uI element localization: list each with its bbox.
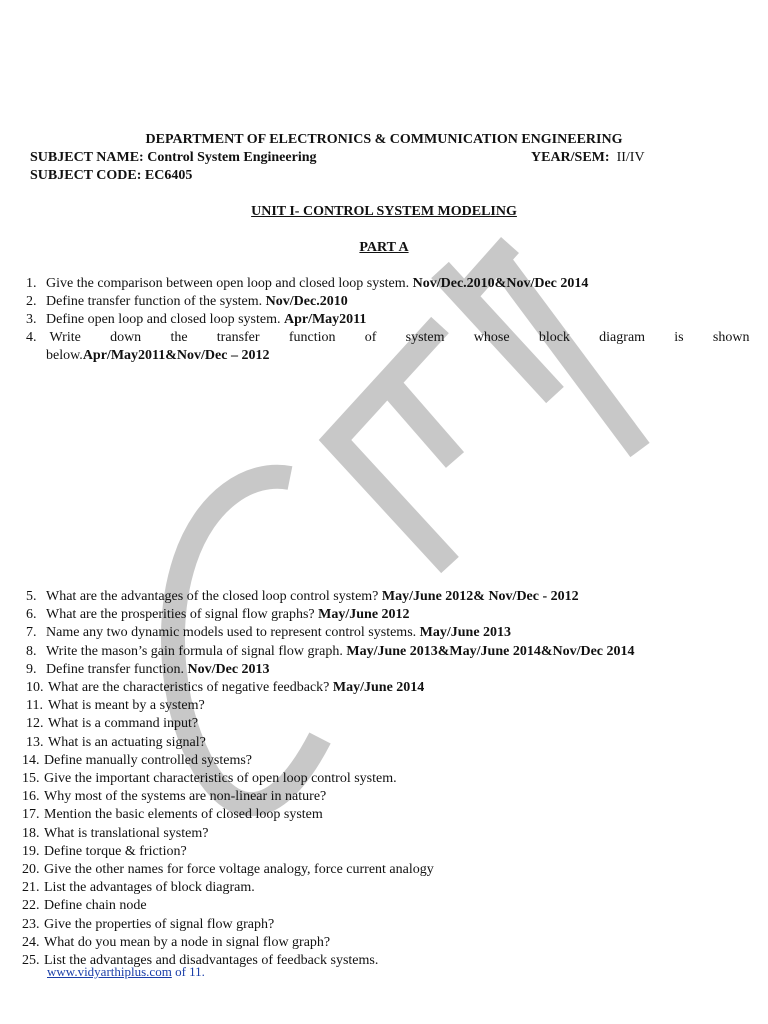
question-tag: May/June 2012 bbox=[318, 607, 410, 623]
question-number: 4. bbox=[26, 330, 37, 345]
question-number: 20. bbox=[22, 862, 40, 877]
question-text: What is a command input? bbox=[48, 716, 199, 732]
question-4-word: diagram bbox=[599, 330, 646, 345]
year-sem-label: YEAR/SEM: bbox=[531, 150, 610, 165]
question-text: What is translational system? bbox=[44, 825, 209, 841]
question-4-word: down bbox=[110, 330, 142, 345]
question-number: 9. bbox=[26, 661, 37, 677]
page-footer bbox=[47, 964, 205, 980]
question-item bbox=[22, 880, 255, 896]
question-number: 13. bbox=[26, 734, 44, 750]
question-text: List the advantages of block diagram. bbox=[44, 880, 255, 896]
question-4-word: the bbox=[170, 330, 188, 345]
question-number: 6. bbox=[26, 607, 37, 623]
question-text: Write the mason’s gain formula of signal flow graph. bbox=[46, 643, 343, 659]
question-tag: Nov/Dec 2013 bbox=[187, 661, 270, 677]
question-4-word: Write bbox=[49, 330, 81, 345]
question-item bbox=[26, 735, 206, 751]
question-number: 12. bbox=[26, 716, 44, 732]
question-number: 22. bbox=[22, 898, 40, 914]
part-title bbox=[0, 240, 768, 256]
question-item bbox=[26, 680, 424, 696]
question-4-word: of bbox=[364, 330, 377, 345]
question-4-line2 bbox=[46, 348, 269, 364]
question-text: Define torque & friction? bbox=[44, 843, 187, 859]
question-text: Give the other names for force voltage analogy, force current analogy bbox=[44, 862, 434, 877]
question-text: What are the characteristics of negative feedback? bbox=[48, 680, 330, 695]
question-item bbox=[22, 844, 187, 860]
question-text: Give the properties of signal flow graph? bbox=[44, 916, 275, 932]
question-item bbox=[22, 935, 330, 951]
question-4-word: shown bbox=[712, 330, 750, 345]
question-text: What is meant by a system? bbox=[48, 698, 205, 714]
question-item bbox=[26, 312, 366, 328]
question-text: Define open loop and closed loop system. bbox=[46, 312, 281, 327]
question-number: 3. bbox=[26, 312, 37, 327]
question-item bbox=[22, 807, 323, 823]
question-number: 5. bbox=[26, 589, 37, 604]
question-item bbox=[26, 698, 205, 714]
question-text: What are the prosperities of signal flow graphs? bbox=[46, 607, 315, 623]
unit-title-text: UNIT I- CONTROL SYSTEM MODELING bbox=[251, 204, 517, 219]
question-tag: May/June 2013&May/June 2014&Nov/Dec 2014 bbox=[346, 643, 635, 659]
question-item bbox=[22, 862, 434, 878]
footer-link[interactable]: www.vidyarthiplus.com bbox=[47, 964, 172, 979]
question-number: 17. bbox=[22, 807, 40, 823]
question-4-word: whose bbox=[473, 330, 510, 345]
question-item bbox=[26, 644, 635, 660]
question-number: 14. bbox=[22, 752, 40, 768]
question-item bbox=[26, 294, 348, 310]
subject-code: SUBJECT CODE: EC6405 bbox=[30, 168, 193, 183]
question-4-word: system bbox=[405, 330, 445, 345]
question-number: 2. bbox=[26, 294, 37, 309]
subject-name: SUBJECT NAME: Control System Engineering bbox=[30, 150, 317, 165]
question-item bbox=[22, 771, 397, 787]
question-item bbox=[22, 917, 274, 933]
question-text: Give the important characteristics of open loop control system. bbox=[44, 771, 397, 786]
question-number: 24. bbox=[22, 934, 40, 950]
question-number: 19. bbox=[22, 843, 40, 859]
question-number: 16. bbox=[22, 789, 40, 805]
question-text: Define manually controlled systems? bbox=[44, 752, 252, 768]
question-item bbox=[26, 662, 270, 678]
question-number: 15. bbox=[22, 771, 40, 786]
question-text: Give the comparison between open loop and closed loop system. bbox=[46, 276, 410, 291]
question-item bbox=[22, 789, 326, 805]
question-item bbox=[26, 589, 579, 605]
question-item bbox=[26, 276, 588, 292]
question-4-word: is bbox=[674, 330, 684, 345]
question-4-word: function bbox=[288, 330, 336, 345]
year-sem-value: II/IV bbox=[616, 150, 645, 165]
year-sem bbox=[531, 150, 645, 166]
department-title: DEPARTMENT OF ELECTRONICS & COMMUNICATION ENGINEERING bbox=[145, 132, 623, 147]
question-number: 8. bbox=[26, 643, 37, 659]
question-item bbox=[22, 898, 147, 914]
question-text: What do you mean by a node in signal flow graph? bbox=[44, 934, 331, 950]
question-number: 23. bbox=[22, 916, 40, 932]
question-4 bbox=[26, 330, 750, 346]
question-4-word: block bbox=[538, 330, 570, 345]
question-text: Mention the basic elements of closed loop system bbox=[44, 807, 323, 823]
question-number: 25. bbox=[22, 953, 40, 968]
question-tag: Nov/Dec.2010 bbox=[265, 294, 348, 309]
question-number: 11. bbox=[26, 698, 43, 714]
question-tag: Nov/Dec.2010&Nov/Dec 2014 bbox=[412, 276, 589, 291]
question-text: Why most of the systems are non-linear in nature? bbox=[44, 789, 327, 805]
question-item bbox=[22, 753, 252, 769]
question-4-line2-text: below. bbox=[46, 348, 83, 363]
question-number: 7. bbox=[26, 625, 37, 641]
question-item bbox=[26, 607, 410, 623]
question-text: Define transfer function of the system. bbox=[46, 294, 263, 309]
question-tag: May/June 2013 bbox=[419, 625, 512, 641]
question-4-line1 bbox=[50, 330, 750, 346]
question-4-word: transfer bbox=[216, 330, 260, 345]
question-item bbox=[26, 716, 198, 732]
question-number: 1. bbox=[26, 276, 37, 291]
question-text: Name any two dynamic models used to represent control systems. bbox=[46, 625, 417, 641]
question-item bbox=[22, 826, 208, 842]
question-number: 10. bbox=[26, 680, 44, 695]
question-text: List the advantages and disadvantages of feedback systems. bbox=[44, 953, 379, 968]
question-4-tag: Apr/May2011&Nov/Dec – 2012 bbox=[82, 348, 270, 363]
footer-page: of 11. bbox=[175, 964, 205, 979]
question-tag: May/June 2014 bbox=[332, 680, 425, 695]
part-title-text: PART A bbox=[359, 240, 409, 255]
question-text: Define chain node bbox=[44, 898, 147, 914]
question-number: 21. bbox=[22, 880, 40, 896]
unit-title bbox=[0, 204, 768, 220]
question-text: Define transfer function. bbox=[46, 661, 184, 677]
question-item bbox=[26, 625, 511, 641]
question-tag: May/June 2012& Nov/Dec - 2012 bbox=[381, 589, 579, 604]
question-number: 18. bbox=[22, 825, 40, 841]
question-text: What is an actuating signal? bbox=[48, 734, 206, 750]
question-tag: Apr/May2011 bbox=[283, 312, 367, 327]
question-text: What are the advantages of the closed loop control system? bbox=[46, 589, 379, 604]
